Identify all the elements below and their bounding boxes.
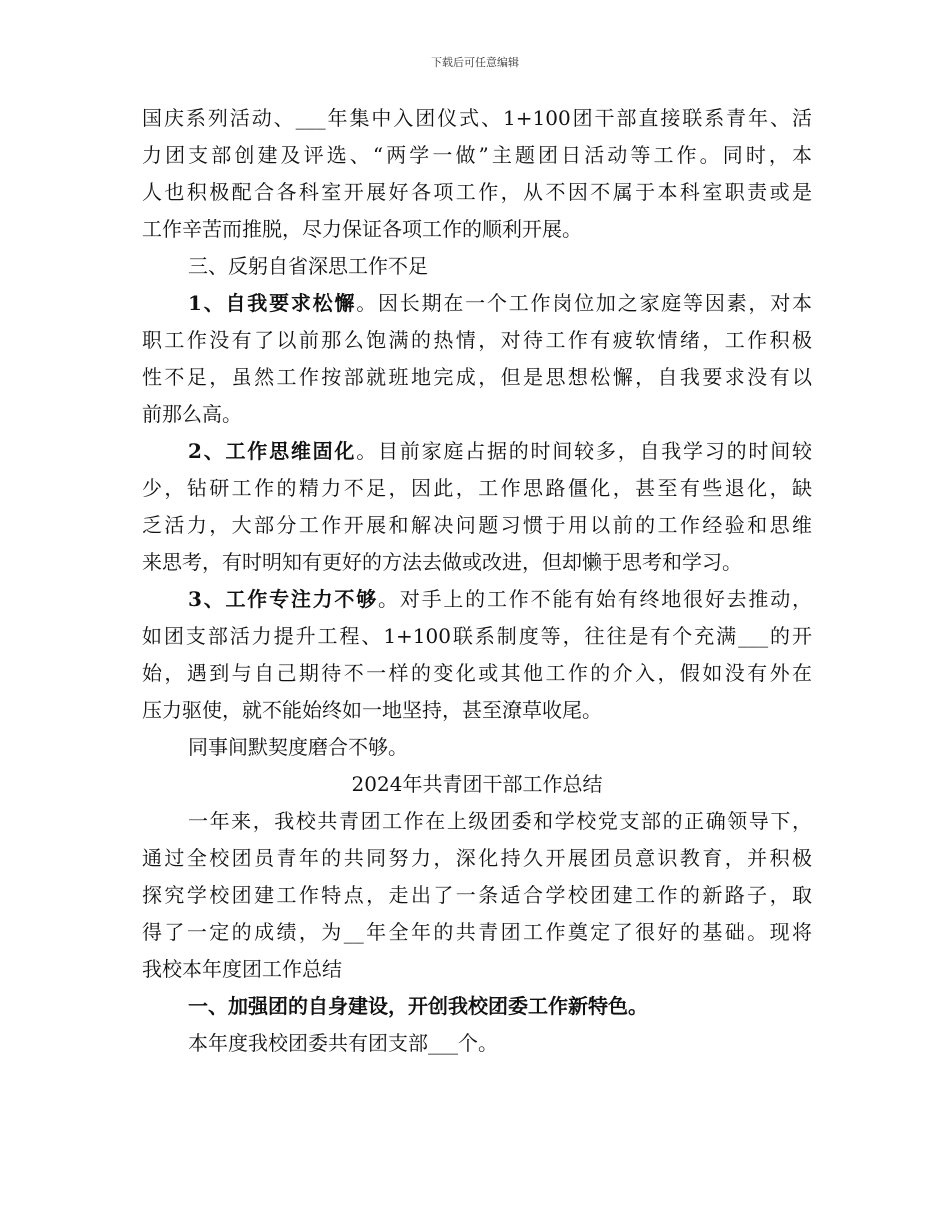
paragraph-line: 如团支部活力提升工程、1+100联系制度等，往往是有个充满___的开 — [142, 624, 812, 648]
paragraph-line: 职工作没有了以前那么饱满的热情，对待工作有疲软情绪，工作积极 — [142, 328, 812, 352]
item-text: 。因长期在一个工作岗位加之家庭等因素，对本 — [356, 291, 812, 315]
paragraph-line: 通过全校团员青年的共同努力，深化持久开展团员意识教育，并积极 — [142, 846, 812, 870]
paragraph-line: 一年来，我校共青团工作在上级团委和学校党支部的正确领导下， — [188, 809, 812, 833]
paragraph-line: 得了一定的成绩，为__年全年的共青团工作奠定了很好的基础。现将 — [142, 920, 812, 944]
paragraph-line: 始，遇到与自己期待不一样的变化或其他工作的介入，假如没有外在 — [142, 661, 812, 685]
paragraph-line: 来思考，有时明知有更好的方法去做或改进，但却懒于思考和学习。 — [142, 550, 742, 574]
paragraph-line: 乏活力，大部分工作开展和解决问题习惯于用以前的工作经验和思维 — [142, 513, 812, 537]
paragraph-line: 国庆系列活动、___年集中入团仪式、1+100团干部直接联系青年、活 — [142, 106, 812, 130]
paragraph-line: 性不足，虽然工作按部就班地完成，但是思想松懈，自我要求没有以 — [142, 365, 812, 389]
paragraph-line — [142, 433, 812, 470]
item-heading: 1、自我要求松懈 — [188, 291, 357, 315]
paragraph-line: 同事间默契度磨合不够。 — [188, 735, 408, 759]
item-text: 。目前家庭占据的时间较多，自我学习的时间较 — [356, 439, 812, 463]
paragraph-line — [142, 581, 812, 618]
paragraph-line: 探究学校团建工作特点，走出了一条适合学校团建工作的新路子，取 — [142, 883, 812, 907]
document-title: 2024年共青团干部工作总结 — [351, 772, 603, 796]
paragraph-line: 本年度我校团委共有团支部___个。 — [188, 1031, 498, 1055]
section-heading: 一、加强团的自身建设，开创我校团委工作新特色。 — [188, 994, 648, 1018]
paragraph-line: 力团支部创建及评选、“两学一做”主题团日活动等工作。同时，本 — [142, 143, 812, 167]
item-heading: 2、工作思维固化 — [188, 439, 357, 463]
section-heading: 三、反躬自省深思工作不足 — [188, 254, 428, 278]
paragraph-line: 前那么高。 — [142, 402, 242, 426]
paragraph-line: 人也积极配合各科室开展好各项工作，从不因不属于本科室职责或是 — [142, 180, 812, 204]
item-heading: 3、工作专注力不够 — [188, 587, 379, 611]
paragraph-line: 少，钻研工作的精力不足，因此，工作思路僵化，甚至有些退化，缺 — [142, 476, 812, 500]
paragraph-line — [142, 285, 812, 322]
paragraph-line: 我校本年度团工作总结 — [142, 957, 342, 981]
document-body — [142, 100, 812, 1062]
page-header: 下载后可任意编辑 — [431, 56, 519, 69]
paragraph-line: 压力驱使，就不能始终如一地坚持，甚至潦草收尾。 — [142, 698, 602, 722]
item-text: 。对手上的工作不能有始有终地很好去推动， — [378, 587, 812, 611]
paragraph-line: 工作辛苦而推脱，尽力保证各项工作的顺利开展。 — [142, 217, 582, 241]
